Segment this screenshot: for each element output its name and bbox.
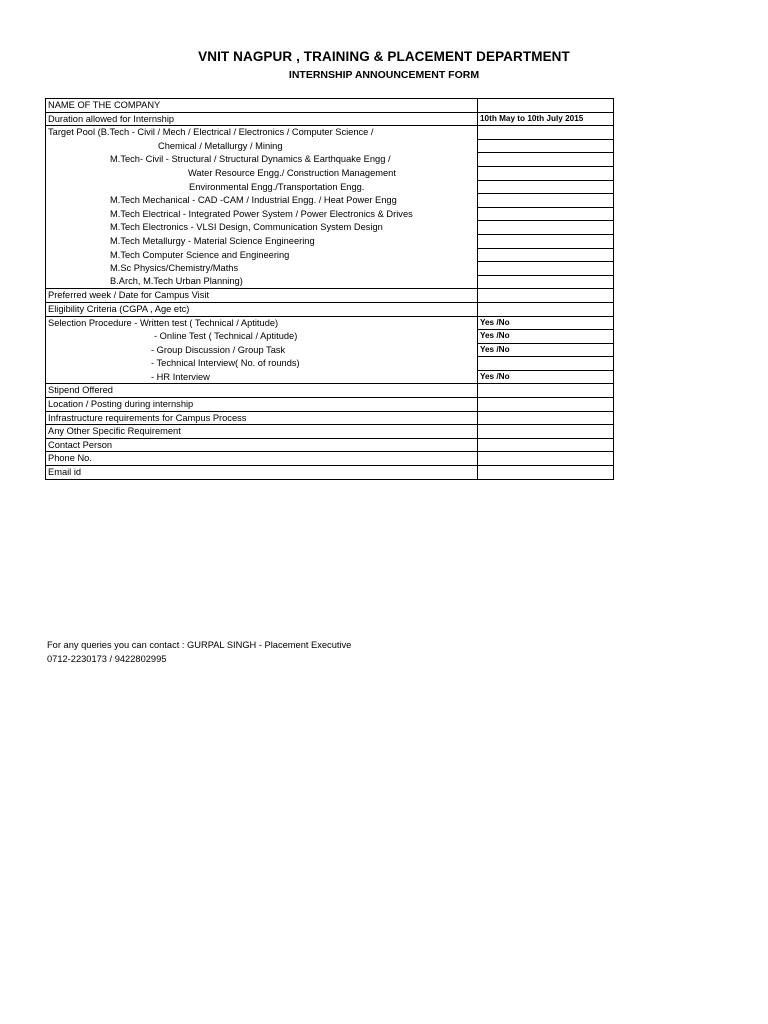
row-target-pool bbox=[46, 275, 614, 289]
contact-person-field[interactable] bbox=[478, 438, 614, 452]
row-label: Preferred week / Date for Campus Visit bbox=[46, 289, 478, 303]
target-pool-field[interactable] bbox=[478, 180, 614, 194]
row-infrastructure bbox=[46, 411, 614, 425]
hr-interview-yes-no[interactable]: Yes /No bbox=[478, 370, 614, 384]
target-pool-field[interactable] bbox=[478, 221, 614, 235]
row-label: Environmental Engg./Transportation Engg. bbox=[46, 180, 478, 194]
preferred-date-field[interactable] bbox=[478, 289, 614, 303]
row-selection-procedure bbox=[46, 343, 614, 357]
other-requirement-field[interactable] bbox=[478, 425, 614, 439]
location-field[interactable] bbox=[478, 398, 614, 412]
row-selection-procedure bbox=[46, 316, 614, 330]
target-pool-field[interactable] bbox=[478, 262, 614, 276]
technical-interview-field[interactable] bbox=[478, 357, 614, 371]
row-label: M.Tech- Civil - Structural / Structural Dynamics & Earthquake Engg / bbox=[46, 153, 478, 167]
row-other-requirement bbox=[46, 425, 614, 439]
row-label: B.Arch, M.Tech Urban Planning) bbox=[46, 275, 478, 289]
row-label: M.Tech Computer Science and Engineering bbox=[46, 248, 478, 262]
email-field[interactable] bbox=[478, 466, 614, 480]
target-pool-field[interactable] bbox=[478, 153, 614, 167]
row-label: Infrastructure requirements for Campus Process bbox=[46, 411, 478, 425]
row-label: Any Other Specific Requirement bbox=[46, 425, 478, 439]
row-label: Target Pool (B.Tech - Civil / Mech / Electrical / Electronics / Computer Science / bbox=[46, 126, 478, 140]
row-label: Duration allowed for Internship bbox=[46, 112, 478, 126]
row-label: Email id bbox=[46, 466, 478, 480]
online-test-yes-no[interactable]: Yes /No bbox=[478, 330, 614, 344]
row-target-pool bbox=[46, 262, 614, 276]
row-target-pool bbox=[46, 234, 614, 248]
form-subtitle: INTERNSHIP ANNOUNCEMENT FORM bbox=[288, 69, 480, 81]
row-target-pool bbox=[46, 180, 614, 194]
row-label: Eligibility Criteria (CGPA , Age etc) bbox=[46, 302, 478, 316]
row-label: - Online Test ( Technical / Aptitude) bbox=[46, 330, 478, 344]
row-label: Stipend Offered bbox=[46, 384, 478, 398]
written-test-yes-no[interactable]: Yes /No bbox=[478, 316, 614, 330]
row-company-name bbox=[46, 99, 614, 113]
row-target-pool bbox=[46, 207, 614, 221]
row-eligibility bbox=[46, 302, 614, 316]
infrastructure-field[interactable] bbox=[478, 411, 614, 425]
row-target-pool bbox=[46, 166, 614, 180]
row-duration bbox=[46, 112, 614, 126]
row-label: - Technical Interview( No. of rounds) bbox=[46, 357, 478, 371]
row-label: Location / Posting during internship bbox=[46, 398, 478, 412]
target-pool-field[interactable] bbox=[478, 275, 614, 289]
row-label: M.Tech Electronics - VLSI Design, Communication System Design bbox=[46, 221, 478, 235]
row-label: Phone No. bbox=[46, 452, 478, 466]
row-preferred-date bbox=[46, 289, 614, 303]
company-name-field[interactable] bbox=[478, 99, 614, 113]
row-label: M.Tech Electrical - Integrated Power System / Power Electronics & Drives bbox=[46, 207, 478, 221]
row-label: M.Sc Physics/Chemistry/Maths bbox=[46, 262, 478, 276]
row-target-pool bbox=[46, 248, 614, 262]
row-selection-procedure bbox=[46, 330, 614, 344]
target-pool-field[interactable] bbox=[478, 126, 614, 140]
row-email bbox=[46, 466, 614, 480]
row-label: Chemical / Metallurgy / Mining bbox=[46, 139, 478, 153]
row-phone bbox=[46, 452, 614, 466]
target-pool-field[interactable] bbox=[478, 248, 614, 262]
eligibility-field[interactable] bbox=[478, 302, 614, 316]
target-pool-field[interactable] bbox=[478, 139, 614, 153]
row-target-pool bbox=[46, 194, 614, 208]
row-selection-procedure bbox=[46, 357, 614, 371]
row-location bbox=[46, 398, 614, 412]
row-label: Selection Procedure - Written test ( Technical / Aptitude) bbox=[46, 316, 478, 330]
row-stipend bbox=[46, 384, 614, 398]
phone-field[interactable] bbox=[478, 452, 614, 466]
row-label: M.Tech Mechanical - CAD -CAM / Industrial Engg. / Heat Power Engg bbox=[46, 194, 478, 208]
target-pool-field[interactable] bbox=[478, 234, 614, 248]
footer-phone-line: 0712-2230173 / 9422802995 bbox=[47, 654, 167, 664]
row-label: Water Resource Engg./ Construction Management bbox=[46, 166, 478, 180]
page-title: VNIT NAGPUR , TRAINING & PLACEMENT DEPARTMENT bbox=[198, 49, 570, 64]
footer-contact-line: For any queries you can contact : GURPAL SINGH - Placement Executive bbox=[47, 640, 352, 650]
target-pool-field[interactable] bbox=[478, 166, 614, 180]
stipend-field[interactable] bbox=[478, 384, 614, 398]
row-label: - Group Discussion / Group Task bbox=[46, 343, 478, 357]
row-label: M.Tech Metallurgy - Material Science Engineering bbox=[46, 234, 478, 248]
row-target-pool bbox=[46, 139, 614, 153]
duration-value[interactable]: 10th May to 10th July 2015 bbox=[478, 112, 614, 126]
internship-form-table bbox=[45, 98, 614, 480]
row-target-pool bbox=[46, 126, 614, 140]
row-label: - HR Interview bbox=[46, 370, 478, 384]
row-label: Contact Person bbox=[46, 438, 478, 452]
row-selection-procedure bbox=[46, 370, 614, 384]
row-contact-person bbox=[46, 438, 614, 452]
row-target-pool bbox=[46, 221, 614, 235]
target-pool-field[interactable] bbox=[478, 207, 614, 221]
row-target-pool bbox=[46, 153, 614, 167]
group-discussion-yes-no[interactable]: Yes /No bbox=[478, 343, 614, 357]
row-label: NAME OF THE COMPANY bbox=[46, 99, 478, 113]
target-pool-field[interactable] bbox=[478, 194, 614, 208]
